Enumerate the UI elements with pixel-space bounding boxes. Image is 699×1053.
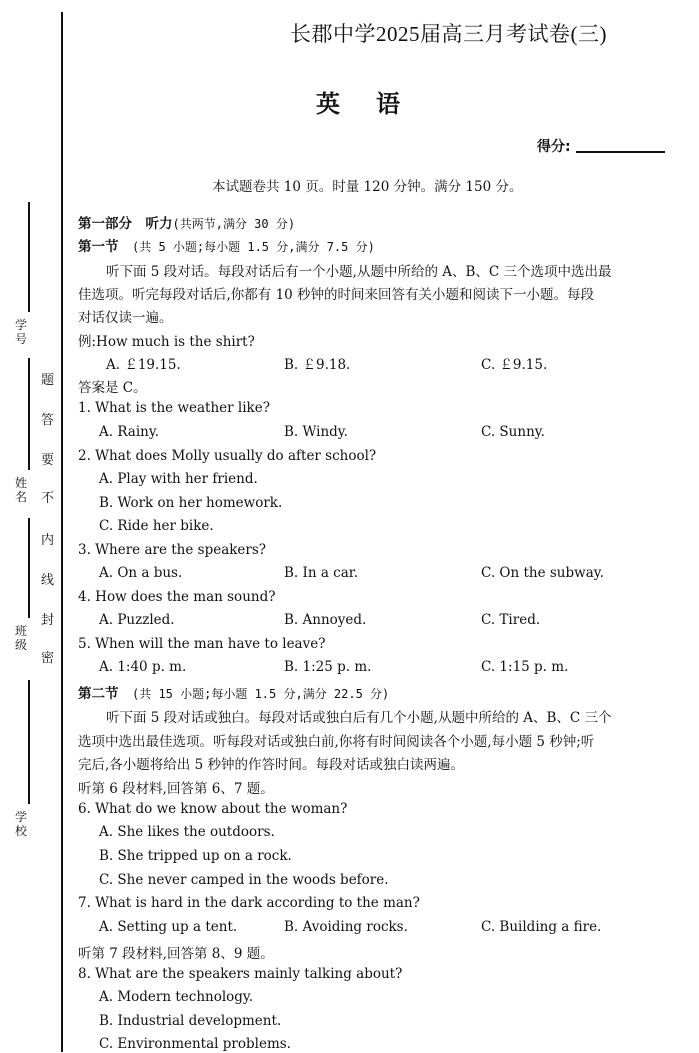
binding-line xyxy=(61,12,63,1052)
seal-char: 要 xyxy=(41,453,55,468)
student-id-field xyxy=(14,318,36,346)
student-id-line xyxy=(28,202,30,312)
q4-option-b[interactable]: B. Annoyed. xyxy=(284,612,367,628)
q5-option-a[interactable]: A. 1:40 p. m. xyxy=(99,659,187,675)
q2-option-b[interactable]: B. Work on her homework. xyxy=(99,495,283,511)
q6-option-b[interactable]: B. She tripped up on a rock. xyxy=(99,848,292,864)
example-answer: 答案是 C。 xyxy=(78,380,147,396)
student-id-label: 学号 xyxy=(14,318,27,346)
section1-instruction-line: 对话仅读一遍。 xyxy=(78,310,173,326)
binding-margin xyxy=(0,0,62,1053)
part1-note: (共两节,满分 30 分) xyxy=(172,217,296,231)
seal-char: 封 xyxy=(41,613,55,628)
material-6-note: 听第 6 段材料,回答第 6、7 题。 xyxy=(78,781,274,797)
class-line xyxy=(28,518,30,618)
school-label: 学校 xyxy=(14,810,27,838)
question-2: 2. What does Molly usually do after school? xyxy=(78,448,377,464)
class-field xyxy=(14,624,36,652)
section2-heading xyxy=(78,682,389,702)
example-option-b: B. ￡9.18. xyxy=(284,357,351,373)
q1-option-c[interactable]: C. Sunny. xyxy=(481,424,545,440)
q3-option-c[interactable]: C. On the subway. xyxy=(481,565,604,581)
q7-option-a[interactable]: A. Setting up a tent. xyxy=(99,919,238,935)
q4-option-c[interactable]: C. Tired. xyxy=(481,612,541,628)
example-question: 例:How much is the shirt? xyxy=(78,334,255,350)
q6-option-a[interactable]: A. She likes the outdoors. xyxy=(99,824,275,840)
subject-title: 英语 xyxy=(316,90,436,118)
example-option-c: C. ￡9.15. xyxy=(481,357,548,373)
material-7-note: 听第 7 段材料,回答第 8、9 题。 xyxy=(78,946,274,962)
section1-heading xyxy=(78,235,375,255)
q8-option-b[interactable]: B. Industrial development. xyxy=(99,1013,282,1029)
exam-info: 本试题卷共 10 页。时量 120 分钟。满分 150 分。 xyxy=(212,179,523,195)
question-3: 3. Where are the speakers? xyxy=(78,542,267,558)
q7-option-c[interactable]: C. Building a fire. xyxy=(481,919,602,935)
part1-heading xyxy=(78,212,295,232)
q8-option-a[interactable]: A. Modern technology. xyxy=(99,989,254,1005)
q3-option-b[interactable]: B. In a car. xyxy=(284,565,359,581)
part1-title: 第一部分 听力 xyxy=(78,216,173,232)
question-1: 1. What is the weather like? xyxy=(78,400,270,416)
section2-instruction-line: 完后,各小题将给出 5 秒钟的作答时间。每段对话或独白读两遍。 xyxy=(78,757,464,773)
section1-note: (共 5 小题;每小题 1.5 分,满分 7.5 分) xyxy=(132,240,375,254)
seal-char: 不 xyxy=(41,491,55,506)
seal-char: 线 xyxy=(41,573,55,588)
question-6: 6. What do we know about the woman? xyxy=(78,801,348,817)
school-line xyxy=(28,680,30,804)
section2-note: (共 15 小题;每小题 1.5 分,满分 22.5 分) xyxy=(132,687,390,701)
score-label: 得分: xyxy=(537,139,571,155)
seal-char: 题 xyxy=(41,373,55,388)
section1-title: 第一节 xyxy=(78,239,119,255)
class-label: 班级 xyxy=(14,624,27,652)
q5-option-b[interactable]: B. 1:25 p. m. xyxy=(284,659,372,675)
q1-option-a[interactable]: A. Rainy. xyxy=(99,424,159,440)
q1-option-b[interactable]: B. Windy. xyxy=(284,424,348,440)
name-field xyxy=(14,476,36,504)
question-4: 4. How does the man sound? xyxy=(78,589,276,605)
q2-option-a[interactable]: A. Play with her friend. xyxy=(99,471,258,487)
seal-char: 密 xyxy=(41,651,55,666)
school-field xyxy=(14,810,36,838)
q3-option-a[interactable]: A. On a bus. xyxy=(99,565,183,581)
question-5: 5. When will the man have to leave? xyxy=(78,636,326,652)
name-label: 姓名 xyxy=(14,476,27,504)
section1-instruction-line: 佳选项。听完每段对话后,你都有 10 秒钟的时间来回答有关小题和阅读下一小题。每段 xyxy=(78,287,595,303)
question-8: 8. What are the speakers mainly talking about? xyxy=(78,966,403,982)
q5-option-c[interactable]: C. 1:15 p. m. xyxy=(481,659,569,675)
q4-option-a[interactable]: A. Puzzled. xyxy=(99,612,175,628)
name-line xyxy=(28,358,30,470)
q7-option-b[interactable]: B. Avoiding rocks. xyxy=(284,919,408,935)
question-7: 7. What is hard in the dark according to the man? xyxy=(78,895,420,911)
seal-char: 答 xyxy=(41,413,55,428)
section1-instruction-line: 听下面 5 段对话。每段对话后有一个小题,从题中所给的 A、B、C 三个选项中选出最 xyxy=(106,264,612,280)
example-option-a: A. ￡19.15. xyxy=(106,357,181,373)
exam-title: 长郡中学2025届高三月考试卷(三) xyxy=(290,22,607,46)
seal-char: 内 xyxy=(41,533,55,548)
section2-instruction-line: 听下面 5 段对话或独白。每段对话或独白后有几个小题,从题中所给的 A、B、C 三个 xyxy=(106,710,612,726)
q6-option-c[interactable]: C. She never camped in the woods before. xyxy=(99,872,389,888)
section2-title: 第二节 xyxy=(78,686,119,702)
section2-instruction-line: 选项中选出最佳选项。听每段对话或独白前,你将有时间阅读各个小题,每小题 5 秒钟;听 xyxy=(78,734,595,750)
score-blank[interactable] xyxy=(576,151,665,153)
q2-option-c[interactable]: C. Ride her bike. xyxy=(99,518,214,534)
q8-option-c[interactable]: C. Environmental problems. xyxy=(99,1036,291,1052)
